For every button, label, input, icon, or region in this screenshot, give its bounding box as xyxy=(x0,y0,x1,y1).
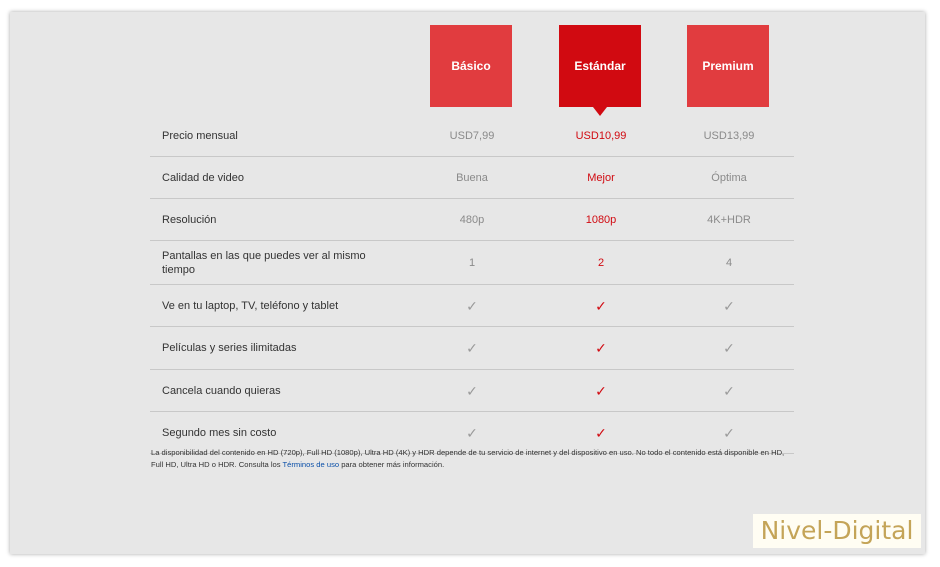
table-row xyxy=(150,157,794,199)
plan-standard-value: USD10,99 xyxy=(575,129,627,142)
plan-basic-value: Buena xyxy=(456,171,488,184)
checkmark-icon: ✓ xyxy=(466,340,478,356)
plan-basic-check xyxy=(432,370,512,411)
table-row xyxy=(150,370,794,412)
plan-basic-check xyxy=(432,285,512,326)
watermark-logo: Nivel-Digital xyxy=(753,514,921,548)
plan-premium-value: 4K+HDR xyxy=(707,213,751,226)
table-row xyxy=(150,199,794,241)
plan-standard-value: 1080p xyxy=(585,213,617,226)
plan-premium-value: Óptima xyxy=(711,171,747,184)
feature-label: Ve en tu laptop, TV, teléfono y tablet xyxy=(162,299,339,312)
table-row xyxy=(150,241,794,285)
feature-label: Películas y series ilimitadas xyxy=(162,342,297,354)
checkmark-icon: ✓ xyxy=(723,297,735,314)
feature-label: Resolución xyxy=(162,213,217,226)
checkmark-icon: ✓ xyxy=(466,382,478,399)
plan-standard-check xyxy=(561,285,641,326)
disclaimer-text: La disponibilidad del contenido en HD (720p), Full HD (1080p), Ultra HD (4K) y HDR depende de tu servicio de internet y del dispositivo en uso. No todo el contenido está disponible en HD, Full HD, Ultra HD o HDR. Consulta los xyxy=(151,448,785,469)
disclaimer-text-end: para obtener más información. xyxy=(339,460,445,469)
checkmark-icon: ✓ xyxy=(466,424,478,441)
checkmark-icon: ✓ xyxy=(595,340,607,356)
plan-basic-value: 1 xyxy=(468,256,476,269)
table-row xyxy=(150,285,794,327)
feature-label: Segundo mes sin costo xyxy=(162,426,277,439)
pricing-panel xyxy=(10,12,925,554)
plan-basic-value: USD7,99 xyxy=(449,129,495,142)
feature-label: Calidad de video xyxy=(162,171,244,184)
checkmark-icon: ✓ xyxy=(466,297,478,314)
plan-basic-button[interactable]: Básico xyxy=(430,25,512,107)
checkmark-icon: ✓ xyxy=(723,424,735,441)
terms-of-use-link[interactable]: Términos de uso xyxy=(282,460,340,469)
table-row xyxy=(150,115,794,157)
checkmark-icon: ✓ xyxy=(723,382,735,399)
plan-basic-value: 480p xyxy=(459,213,485,226)
table-row xyxy=(150,327,794,370)
disclaimer-footnote xyxy=(151,447,791,471)
plan-premium-check xyxy=(689,327,769,369)
plan-premium-check xyxy=(689,370,769,411)
checkmark-icon: ✓ xyxy=(595,424,607,441)
plan-premium-button[interactable]: Premium xyxy=(687,25,769,107)
plan-standard-button[interactable]: Estándar xyxy=(559,25,641,107)
plan-basic-check xyxy=(432,327,512,369)
plan-standard-value: Mejor xyxy=(587,171,615,184)
plan-comparison-table xyxy=(150,115,794,454)
feature-label: Precio mensual xyxy=(162,129,238,142)
plan-standard-value: 2 xyxy=(597,256,605,269)
feature-label: Cancela cuando quieras xyxy=(162,384,281,397)
plan-standard-check xyxy=(561,327,641,369)
plan-premium-value: USD13,99 xyxy=(703,129,755,142)
plan-selector xyxy=(430,25,770,107)
checkmark-icon: ✓ xyxy=(595,297,607,314)
plan-premium-check xyxy=(689,285,769,326)
plan-standard-check xyxy=(561,370,641,411)
checkmark-icon: ✓ xyxy=(723,340,735,356)
plan-premium-value: 4 xyxy=(725,256,733,269)
feature-label: Pantallas en las que puedes ver al mismo tiempo xyxy=(162,249,366,276)
checkmark-icon: ✓ xyxy=(595,382,607,399)
